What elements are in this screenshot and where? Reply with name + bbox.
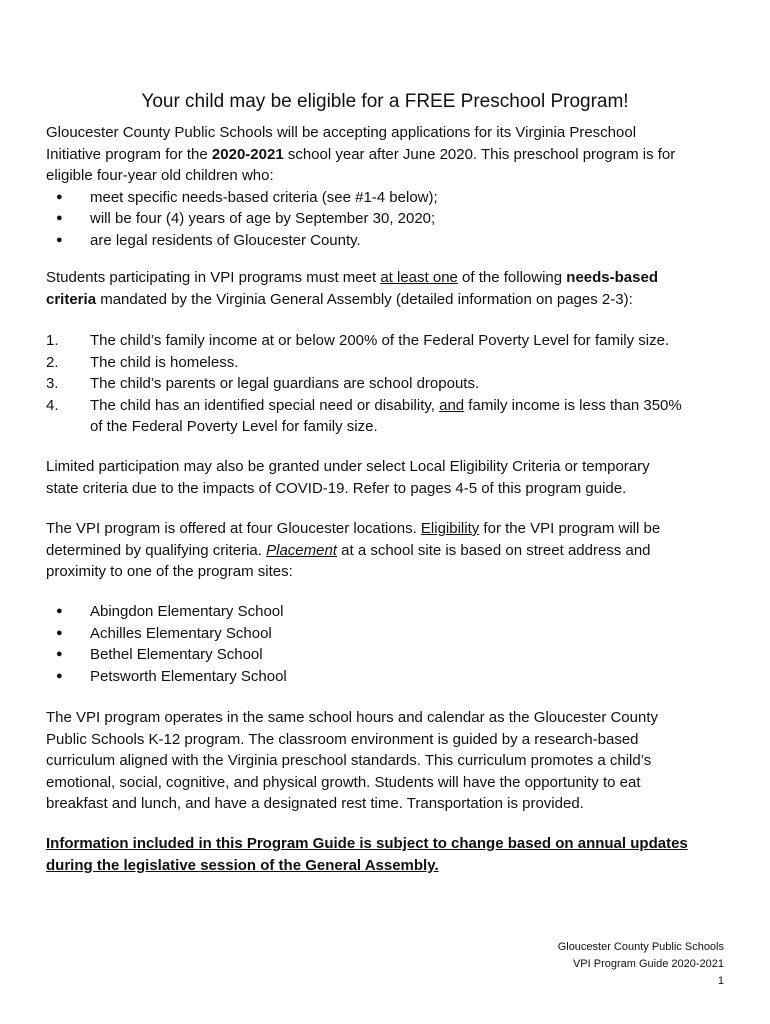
- text-segment: The child’s parents or legal guardians are school dropouts.: [90, 375, 480, 393]
- bullet-item: [46, 666, 287, 688]
- text-line: [46, 416, 682, 438]
- text-line: [46, 267, 658, 289]
- text-segment: emotional, social, cognitive, and physical growth. Students will have the opportunity to eat: [46, 773, 641, 791]
- bullet-item: [46, 208, 675, 230]
- text-line: [46, 561, 660, 583]
- text-segment: Information included in this Program Guide is subject to change based on annual updates: [46, 835, 688, 852]
- text-segment: The VPI program is offered at four Gloucester locations.: [46, 520, 421, 537]
- text-segment: at least one: [380, 269, 458, 286]
- text-segment: breakfast and lunch, and have a designated rest time. Transportation is provided.: [46, 795, 584, 813]
- text-segment: eligible four-year old children who:: [46, 167, 274, 185]
- text-segment: The child has an identified special need or disability,: [90, 396, 440, 414]
- text-segment: state criteria due to the impacts of COVID-19. Refer to pages 4-5 of this program guide.: [46, 479, 627, 497]
- bullet-item: [46, 601, 287, 623]
- text-segment: criteria: [46, 290, 97, 308]
- text-segment: Placement: [266, 541, 337, 559]
- text-segment: mandated by the Virginia General Assembly (detailed information on pages 2-3):: [96, 290, 633, 308]
- text-segment: Students participating in VPI programs must meet: [46, 269, 381, 286]
- text-line: [46, 478, 650, 500]
- text-line: [46, 750, 658, 772]
- text-line: [46, 540, 660, 562]
- numbered-item: [46, 395, 682, 417]
- text-segment: Public Schools K-12 program. The classroom environment is guided by a research-based: [46, 730, 639, 748]
- text-line: [46, 793, 658, 815]
- text-line: [46, 855, 688, 877]
- text-segment: needs-based: [566, 269, 658, 286]
- text-segment: Eligibility: [420, 520, 480, 537]
- page-title: Your child may be eligible for a FREE Preschool Program!: [141, 91, 629, 112]
- paragraph-schools: [46, 601, 287, 687]
- footer-org: Gloucester County Public Schools: [557, 941, 724, 953]
- paragraph-criteria-intro: [46, 267, 658, 310]
- text-line: [46, 122, 675, 144]
- item-number: 3.: [46, 375, 59, 393]
- bullet-item: [46, 623, 287, 645]
- page-footer: [558, 939, 724, 990]
- numbered-item: [46, 373, 682, 395]
- text-segment: will be four (4) years of age by September 30, 2020;: [90, 210, 436, 228]
- text-segment: determined by qualifying criteria.: [46, 541, 267, 559]
- text-line: [46, 289, 658, 311]
- text-segment: of the following: [457, 269, 567, 286]
- text-segment: The VPI program operates in the same school hours and calendar as the Gloucester County: [46, 709, 659, 726]
- paragraph-criteria-list: [46, 330, 682, 438]
- text-segment: proximity to one of the program sites:: [46, 563, 293, 581]
- numbered-item: [46, 352, 682, 374]
- text-line: [46, 772, 658, 794]
- text-segment: curriculum aligned with the Virginia preschool standards. This curriculum promotes a child’s: [46, 752, 652, 770]
- text-segment: The child is homeless.: [90, 353, 239, 371]
- paragraph-limited: [46, 456, 650, 499]
- text-segment: Limited participation may also be granted under select Local Eligibility Criteria or temporary: [46, 458, 650, 475]
- text-line: [46, 707, 658, 729]
- paragraph-notice: [46, 833, 688, 876]
- item-number: 4.: [46, 396, 59, 414]
- item-number: 2.: [46, 353, 59, 371]
- bullet-item: [46, 187, 675, 209]
- paragraph-locations-intro: [46, 518, 660, 583]
- text-segment: Abingdon Elementary School: [90, 603, 284, 620]
- item-number: 1.: [46, 332, 59, 349]
- numbered-item: [46, 330, 682, 352]
- text-line: [46, 165, 675, 187]
- text-segment: are legal residents of Gloucester County.: [90, 231, 361, 249]
- text-segment: at a school site is based on street address and: [336, 541, 651, 559]
- text-segment: Initiative program for the: [46, 145, 212, 163]
- text-segment: for the VPI program will be: [479, 520, 661, 537]
- text-segment: and: [439, 396, 465, 414]
- text-line: [46, 729, 658, 751]
- text-line: [46, 144, 675, 166]
- bullet-item: [46, 644, 287, 666]
- text-line: [46, 456, 650, 478]
- paragraph-intro: [46, 122, 675, 252]
- text-segment: Bethel Elementary School: [90, 646, 263, 664]
- text-segment: Achilles Elementary School: [90, 624, 272, 642]
- paragraph-operations: [46, 707, 658, 815]
- text-segment: Gloucester County Public Schools will be accepting applications for its Virginia Preschool: [46, 124, 637, 141]
- text-segment: of the Federal Poverty Level for family size.: [90, 418, 378, 436]
- text-segment: The child’s family income at or below 200% of the Federal Poverty Level for family size.: [90, 332, 670, 349]
- text-segment: Petsworth Elementary School: [90, 667, 287, 685]
- text-segment: school year after June 2020. This preschool program is for: [283, 145, 676, 163]
- footer-guide: VPI Program Guide 2020-2021: [572, 958, 724, 970]
- text-segment: 2020-2021: [211, 145, 284, 163]
- page-number: 1: [717, 975, 724, 987]
- text-line: [46, 833, 688, 855]
- text-segment: family income is less than 350%: [464, 396, 682, 414]
- text-line: [46, 518, 660, 540]
- bullet-item: [46, 230, 675, 252]
- text-segment: meet specific needs-based criteria (see #1-4 below);: [90, 188, 438, 206]
- text-segment: during the legislative session of the General Assembly.: [46, 856, 439, 874]
